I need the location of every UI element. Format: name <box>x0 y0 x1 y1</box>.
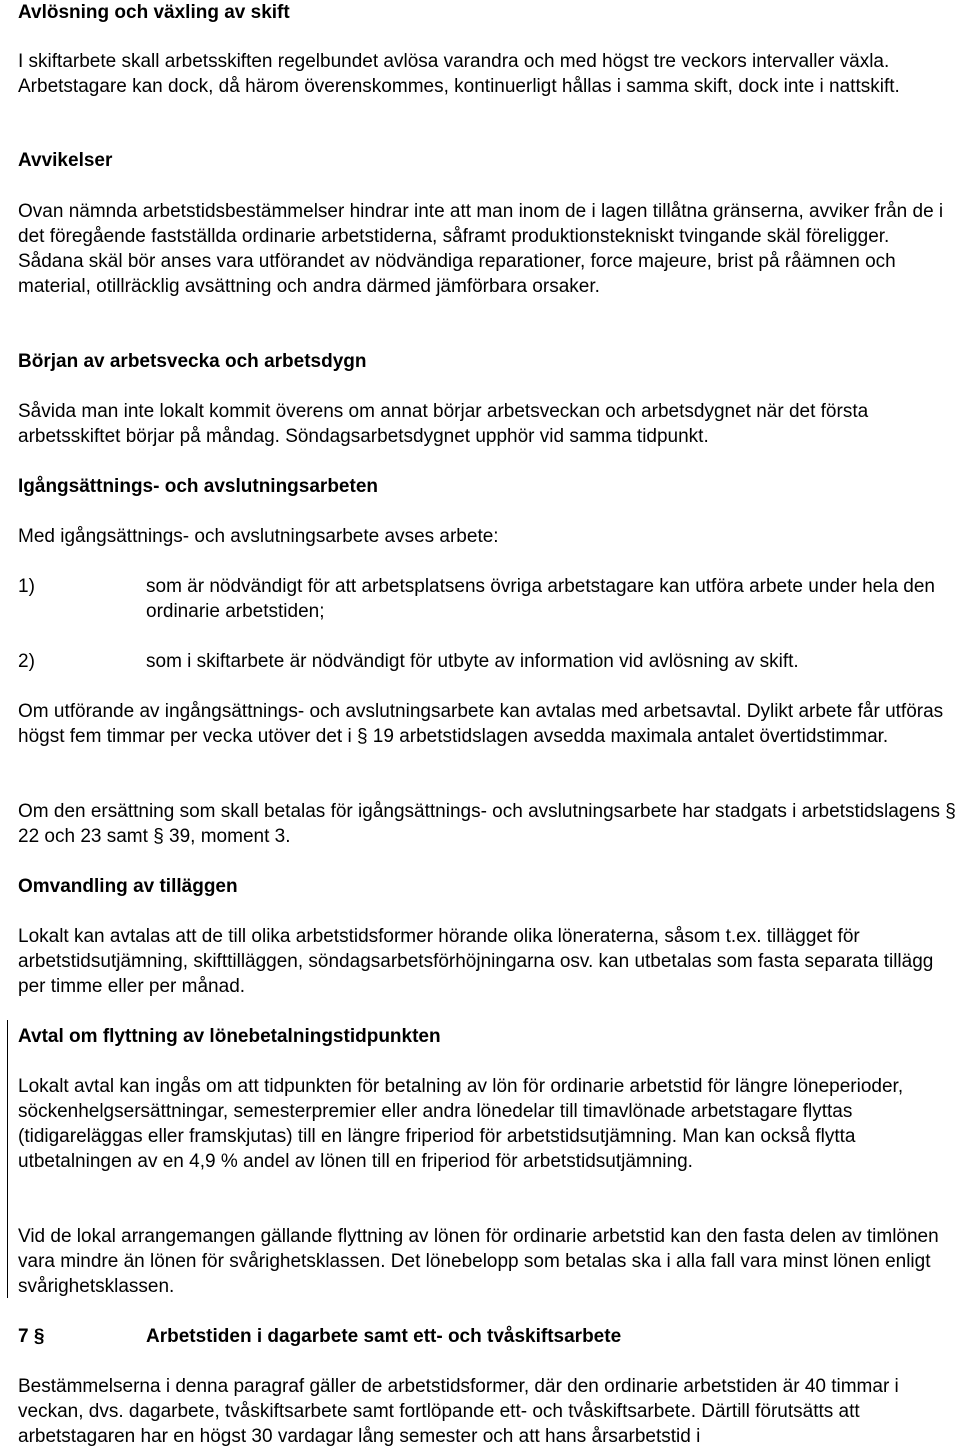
heading-borjan: Början av arbetsvecka och arbetsdygn <box>18 351 367 372</box>
list-item-text: som i skiftarbete är nödvändigt för utbyte av information vid avlösning av skift. <box>146 651 799 672</box>
heading-avvikelser: Avvikelser <box>18 150 113 171</box>
paragraph-avvikelser: Ovan nämnda arbetstidsbestämmelser hindrar inte att man inom de i lagen tillåtna gränserna, avviker från de i det föregående fastställda ordinarie arbetstiderna, såframt produktionstekniskt tvingande skäl föreligger. Sådana skäl bör anses vara utförandet av nödvändiga reparationer, force majeure, brist på råämnen och material, otillräcklig avsättning och andra därmed jämförbara orsaker. <box>18 201 944 297</box>
section-number: 7 § <box>18 1326 45 1347</box>
paragraph-arbetstiden: Bestämmelserna i denna paragraf gäller de arbetstidsformer, där den ordinarie arbetstiden är 40 timmar i veckan, dvs. dagarbete, tvåskiftsarbete samt fortlöpande ett- och tvåskiftsarbete. Därtill förutsätts att arbetstagaren har en högst 30 vardagar lång semester och att hans årsarbetstid i <box>18 1376 899 1447</box>
paragraph-igangsattning-ersattning: Om den ersättning som skall betalas för igångsättnings- och avslutningsarbete har stadgats i arbetstidslagens § 22 och 23 samt § 39, moment 3. <box>18 801 956 847</box>
paragraph-igangsattning-intro: Med igångsättnings- och avslutningsarbete avses arbete: <box>18 526 499 547</box>
paragraph-avlosning: I skiftarbete skall arbetsskiften regelbundet avlösa varandra och med högst tre veckors intervaller växla. Arbetstagare kan dock, då härom överenskommes, kontinuerligt hållas i samma skift, dock inte i nattskift. <box>18 51 900 97</box>
list-item-text: som är nödvändigt för att arbetsplatsens övriga arbetstagare kan utföra arbete under hela den ordinarie arbetstiden; <box>146 576 935 622</box>
heading-avtal-flyttning: Avtal om flyttning av lönebetalningstidpunkten <box>18 1026 441 1047</box>
paragraph-igangsattning-avtal: Om utförande av ingångsättnings- och avslutningsarbete kan avtalas med arbetsavtal. Dylikt arbete får utföras högst fem timmar per vecka utöver det i § 19 arbetstidslagen avsedda maximala antalet övertidstimmar. <box>18 701 944 747</box>
paragraph-avtal-flyttning-2: Vid de lokal arrangemangen gällande flyttning av lönen för ordinarie arbetstid kan den fasta delen av timlönen vara mindre än lönen för svårighetsklassen. Det lönebelopp som betalas ska i alla fall vara minst lönen enligt svårighetsklassen. <box>18 1226 939 1297</box>
heading-arbetstiden: Arbetstiden i dagarbete samt ett- och tvåskiftsarbete <box>146 1326 622 1347</box>
heading-avlosning: Avlösning och växling av skift <box>18 2 290 23</box>
list-item-number: 1) <box>18 576 35 597</box>
heading-igangsattning: Igångsättnings- och avslutningsarbeten <box>18 476 378 497</box>
paragraph-avtal-flyttning-1: Lokalt avtal kan ingås om att tidpunkten för betalning av lön för ordinarie arbetstid för längre löneperioder, söckenhelgsersättningar, semesterpremier eller andra lönedelar till timavlönade arbetstagare flyttas (tidigareläggas eller framskjutas) till en längre friperiod för arbetstidsutjämning. Man kan också flytta utbetalningen av en 4,9 % andel av lönen till en friperiod för arbetstidsutjämning. <box>18 1076 904 1172</box>
paragraph-omvandling: Lokalt kan avtalas att de till olika arbetstidsformer hörande olika löneraterna, såsom t.ex. tillägget för arbetstidsutjämning, skifttilläggen, söndagsarbetsförhöjningarna osv. kan utbetalas som fasta separata tillägg per timme eller per månad. <box>18 926 934 997</box>
heading-omvandling: Omvandling av tilläggen <box>18 876 238 897</box>
list-item-number: 2) <box>18 651 35 672</box>
paragraph-borjan: Såvida man inte lokalt kommit överens om annat börjar arbetsveckan och arbetsdygnet när det första arbetsskiftet börjar på måndag. Söndagsarbetsdygnet upphör vid samma tidpunkt. <box>18 401 869 447</box>
revision-bar <box>7 1020 8 1298</box>
